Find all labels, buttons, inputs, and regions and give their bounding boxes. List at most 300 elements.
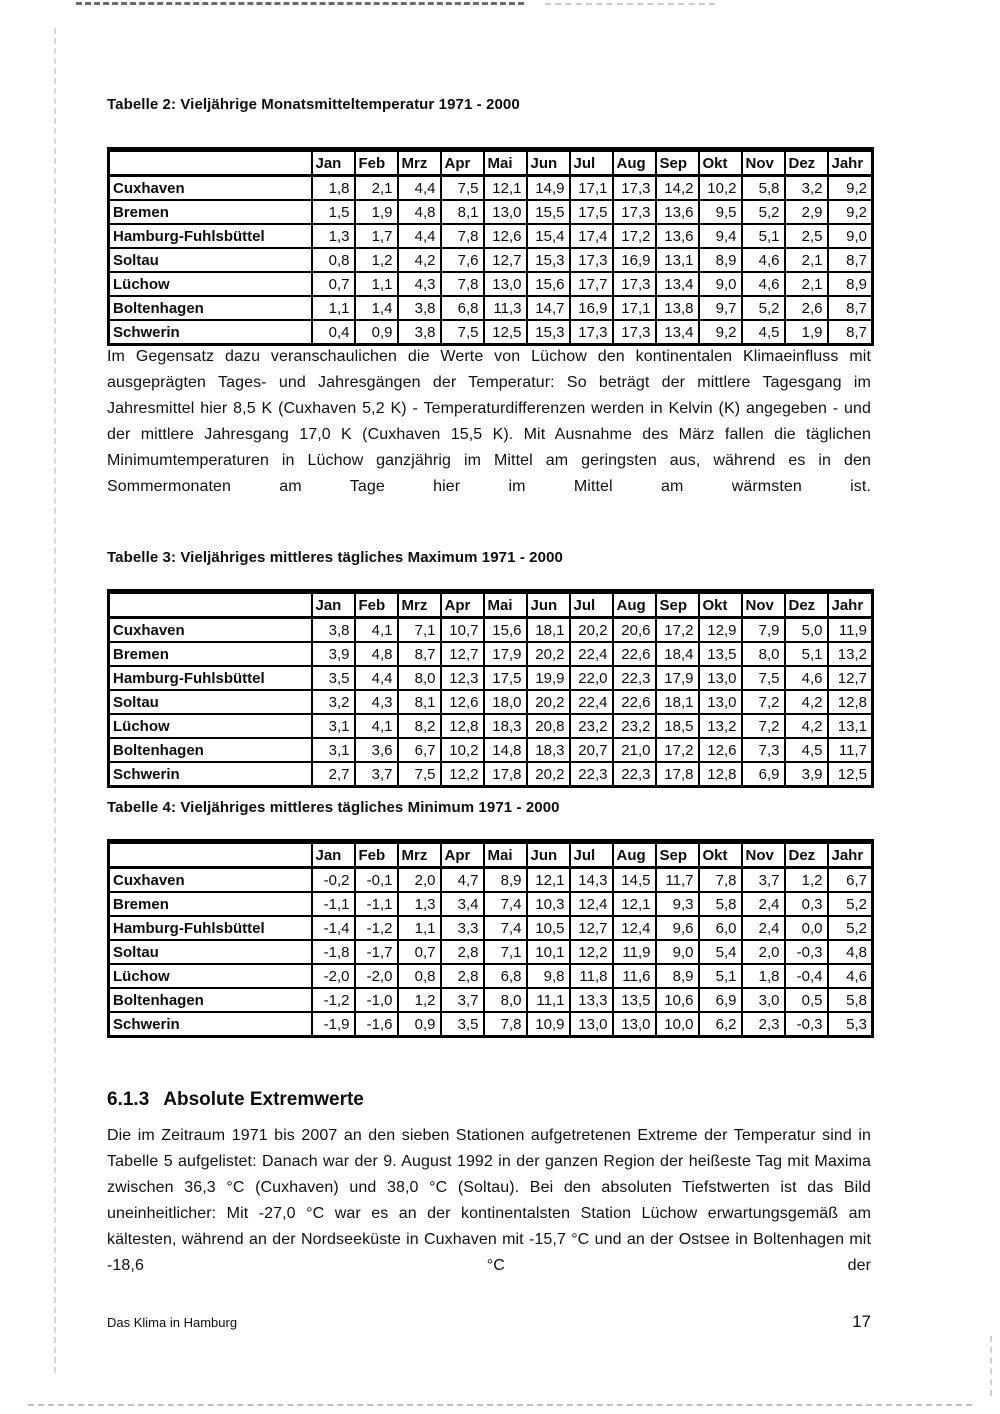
value-cell: 8,7	[828, 320, 873, 345]
header-cell-blank	[109, 592, 312, 618]
value-cell: 4,5	[785, 738, 828, 762]
value-cell: 8,0	[398, 666, 441, 690]
value-cell: -2,0	[312, 964, 355, 988]
value-cell: 4,7	[441, 868, 484, 893]
value-cell: 17,9	[656, 666, 699, 690]
station-name-cell: Hamburg-Fuhlsbüttel	[109, 916, 312, 940]
value-cell: 3,3	[441, 916, 484, 940]
value-cell: 17,3	[613, 176, 656, 201]
table-row	[109, 642, 873, 666]
header-cell-month: Dez	[785, 592, 828, 618]
value-cell: 11,9	[828, 618, 873, 643]
value-cell: 10,0	[656, 1012, 699, 1037]
header-cell-month: Mrz	[398, 150, 441, 176]
value-cell: 3,2	[312, 690, 355, 714]
value-cell: 10,3	[527, 892, 570, 916]
value-cell: 18,1	[656, 690, 699, 714]
value-cell: 0,3	[785, 892, 828, 916]
footer-document-title: Das Klima in Hamburg	[107, 1315, 238, 1330]
table-row	[109, 892, 873, 916]
value-cell: 7,4	[484, 892, 527, 916]
scan-artifact-right-mark	[990, 1336, 992, 1396]
value-cell: 9,7	[699, 296, 742, 320]
value-cell: 1,2	[398, 988, 441, 1012]
table-row	[109, 964, 873, 988]
header-cell-month: Jun	[527, 592, 570, 618]
value-cell: 10,5	[527, 916, 570, 940]
header-cell-month: Jul	[570, 150, 613, 176]
value-cell: 20,2	[527, 690, 570, 714]
station-name-cell: Soltau	[109, 248, 312, 272]
value-cell: 17,3	[613, 200, 656, 224]
value-cell: 7,4	[484, 916, 527, 940]
footer-page-number: 17	[852, 1312, 871, 1331]
value-cell: 17,1	[570, 176, 613, 201]
value-cell: 6,2	[699, 1012, 742, 1037]
value-cell: 7,1	[398, 618, 441, 643]
value-cell: 5,1	[699, 964, 742, 988]
value-cell: 13,0	[699, 690, 742, 714]
value-cell: 13,1	[656, 248, 699, 272]
value-cell: 7,8	[441, 224, 484, 248]
value-cell: 12,1	[484, 176, 527, 201]
value-cell: 7,1	[484, 940, 527, 964]
scan-artifact-top-line-2	[545, 3, 715, 5]
value-cell: 12,5	[484, 320, 527, 345]
value-cell: 5,2	[828, 892, 873, 916]
table-row	[109, 200, 873, 224]
value-cell: 7,2	[742, 690, 785, 714]
value-cell: 5,8	[828, 988, 873, 1012]
value-cell: 14,9	[527, 176, 570, 201]
table-row	[109, 224, 873, 248]
value-cell: 15,3	[527, 320, 570, 345]
value-cell: 1,9	[785, 320, 828, 345]
value-cell: 8,1	[398, 690, 441, 714]
table-row	[109, 176, 873, 201]
header-cell-month: Aug	[613, 842, 656, 868]
value-cell: 2,5	[785, 224, 828, 248]
header-cell-month: Jun	[527, 150, 570, 176]
table-row	[109, 248, 873, 272]
value-cell: 17,3	[570, 320, 613, 345]
value-cell: 4,1	[355, 618, 398, 643]
value-cell: 15,6	[527, 272, 570, 296]
value-cell: -1,9	[312, 1012, 355, 1037]
value-cell: 5,2	[742, 296, 785, 320]
station-name-cell: Lüchow	[109, 964, 312, 988]
value-cell: 3,8	[398, 296, 441, 320]
value-cell: 10,1	[527, 940, 570, 964]
value-cell: 8,9	[484, 868, 527, 893]
value-cell: -1,6	[355, 1012, 398, 1037]
value-cell: 11,9	[613, 940, 656, 964]
header-cell-month: Nov	[742, 150, 785, 176]
value-cell: 14,2	[656, 176, 699, 201]
value-cell: 5,2	[742, 200, 785, 224]
header-cell-month: Sep	[656, 842, 699, 868]
value-cell: 4,5	[742, 320, 785, 345]
value-cell: 22,3	[613, 666, 656, 690]
value-cell: 12,1	[527, 868, 570, 893]
value-cell: 17,2	[656, 738, 699, 762]
value-cell: 4,2	[785, 690, 828, 714]
value-cell: 0,9	[398, 1012, 441, 1037]
value-cell: 17,2	[613, 224, 656, 248]
value-cell: 13,0	[484, 200, 527, 224]
value-cell: 4,3	[398, 272, 441, 296]
value-cell: 7,5	[441, 320, 484, 345]
value-cell: -0,2	[312, 868, 355, 893]
value-cell: 7,5	[398, 762, 441, 787]
value-cell: -1,8	[312, 940, 355, 964]
value-cell: 12,7	[441, 642, 484, 666]
value-cell: 22,3	[613, 762, 656, 787]
value-cell: 18,3	[484, 714, 527, 738]
value-cell: 7,3	[742, 738, 785, 762]
value-cell: 5,0	[785, 618, 828, 643]
value-cell: 1,1	[312, 296, 355, 320]
value-cell: 17,7	[570, 272, 613, 296]
value-cell: 2,1	[785, 248, 828, 272]
station-name-cell: Hamburg-Fuhlsbüttel	[109, 666, 312, 690]
value-cell: 2,6	[785, 296, 828, 320]
value-cell: 12,6	[699, 738, 742, 762]
value-cell: 4,8	[398, 200, 441, 224]
value-cell: 9,3	[656, 892, 699, 916]
value-cell: 22,4	[570, 642, 613, 666]
value-cell: 1,8	[742, 964, 785, 988]
value-cell: 18,5	[656, 714, 699, 738]
value-cell: 13,4	[656, 320, 699, 345]
value-cell: 3,5	[312, 666, 355, 690]
table-row	[109, 296, 873, 320]
value-cell: 13,2	[699, 714, 742, 738]
value-cell: 8,2	[398, 714, 441, 738]
value-cell: 2,3	[742, 1012, 785, 1037]
value-cell: 11,3	[484, 296, 527, 320]
header-cell-month: Jahr	[828, 842, 873, 868]
header-cell-month: Feb	[355, 842, 398, 868]
value-cell: 1,2	[785, 868, 828, 893]
value-cell: 6,9	[699, 988, 742, 1012]
value-cell: -1,7	[355, 940, 398, 964]
value-cell: 22,6	[613, 690, 656, 714]
value-cell: 13,2	[828, 642, 873, 666]
value-cell: 7,8	[484, 1012, 527, 1037]
table-row	[109, 988, 873, 1012]
value-cell: 10,2	[699, 176, 742, 201]
value-cell: 8,9	[699, 248, 742, 272]
value-cell: 3,7	[742, 868, 785, 893]
value-cell: 12,3	[441, 666, 484, 690]
value-cell: 12,7	[828, 666, 873, 690]
section-title: Absolute Extremwerte	[163, 1089, 364, 1110]
station-name-cell: Cuxhaven	[109, 176, 312, 201]
value-cell: 0,4	[312, 320, 355, 345]
value-cell: 5,8	[742, 176, 785, 201]
value-cell: 1,1	[398, 916, 441, 940]
value-cell: 7,9	[742, 618, 785, 643]
value-cell: 20,2	[527, 762, 570, 787]
value-cell: 8,7	[398, 642, 441, 666]
station-name-cell: Bremen	[109, 200, 312, 224]
value-cell: 6,8	[441, 296, 484, 320]
station-name-cell: Schwerin	[109, 762, 312, 787]
value-cell: 2,1	[785, 272, 828, 296]
section-number: 6.1.3	[107, 1089, 150, 1110]
header-cell-month: Jan	[312, 150, 355, 176]
value-cell: 11,7	[656, 868, 699, 893]
value-cell: 0,7	[312, 272, 355, 296]
value-cell: 0,8	[398, 964, 441, 988]
header-cell-month: Okt	[699, 150, 742, 176]
value-cell: 3,1	[312, 714, 355, 738]
value-cell: 4,2	[398, 248, 441, 272]
station-name-cell: Hamburg-Fuhlsbüttel	[109, 224, 312, 248]
value-cell: 13,3	[570, 988, 613, 1012]
table-row	[109, 618, 873, 643]
value-cell: 17,4	[570, 224, 613, 248]
value-cell: 20,6	[613, 618, 656, 643]
value-cell: 13,0	[570, 1012, 613, 1037]
table-row	[109, 868, 873, 893]
value-cell: 1,5	[312, 200, 355, 224]
value-cell: 13,6	[656, 224, 699, 248]
value-cell: 12,6	[441, 690, 484, 714]
header-cell-month: Feb	[355, 150, 398, 176]
header-row	[109, 150, 873, 176]
value-cell: 9,8	[527, 964, 570, 988]
value-cell: 15,5	[527, 200, 570, 224]
value-cell: 8,1	[441, 200, 484, 224]
value-cell: 5,1	[785, 642, 828, 666]
value-cell: 22,4	[570, 690, 613, 714]
value-cell: 14,3	[570, 868, 613, 893]
value-cell: 2,7	[312, 762, 355, 787]
header-cell-month: Dez	[785, 842, 828, 868]
header-cell-month: Sep	[656, 592, 699, 618]
table-row	[109, 916, 873, 940]
value-cell: 12,4	[570, 892, 613, 916]
value-cell: 2,9	[785, 200, 828, 224]
header-cell-month: Mai	[484, 150, 527, 176]
value-cell: 9,2	[828, 200, 873, 224]
value-cell: 7,5	[441, 176, 484, 201]
value-cell: 3,4	[441, 892, 484, 916]
value-cell: 12,2	[570, 940, 613, 964]
value-cell: 8,0	[484, 988, 527, 1012]
station-name-cell: Lüchow	[109, 714, 312, 738]
value-cell: 11,6	[613, 964, 656, 988]
value-cell: 8,0	[742, 642, 785, 666]
table-row	[109, 690, 873, 714]
value-cell: 12,5	[828, 762, 873, 787]
station-name-cell: Soltau	[109, 940, 312, 964]
station-name-cell: Cuxhaven	[109, 618, 312, 643]
station-name-cell: Lüchow	[109, 272, 312, 296]
value-cell: 2,8	[441, 940, 484, 964]
value-cell: 11,1	[527, 988, 570, 1012]
value-cell: 3,6	[355, 738, 398, 762]
value-cell: 2,4	[742, 916, 785, 940]
station-name-cell: Schwerin	[109, 1012, 312, 1037]
header-cell-month: Jul	[570, 592, 613, 618]
station-name-cell: Bremen	[109, 892, 312, 916]
header-cell-month: Sep	[656, 150, 699, 176]
table-row	[109, 762, 873, 787]
value-cell: 9,2	[828, 176, 873, 201]
header-cell-month: Nov	[742, 842, 785, 868]
value-cell: 23,2	[570, 714, 613, 738]
value-cell: 4,6	[828, 964, 873, 988]
station-name-cell: Soltau	[109, 690, 312, 714]
value-cell: -1,2	[355, 916, 398, 940]
header-cell-month: Aug	[613, 150, 656, 176]
table-row	[109, 666, 873, 690]
value-cell: 0,0	[785, 916, 828, 940]
value-cell: 7,2	[742, 714, 785, 738]
value-cell: 1,9	[355, 200, 398, 224]
header-cell-month: Apr	[441, 842, 484, 868]
paragraph-luechow-klimaeinfluss: Im Gegensatz dazu veranschaulichen die Werte von Lüchow den kontinentalen Klimaeinfluss mit ausgeprägten Tages- und Jahresgängen der Temperatur: So beträgt der mittlere Tagesgang im Jahresmittel hier 8,5 K (Cuxhaven 5,2 K) - Temperaturdifferenzen werden in Kelvin (K) angegeben - und der mittlere Jahresgang 17,0 K (Cuxhaven 15,5 K). Mit Ausnahme des März fallen die täglichen Minimumtemperaturen in Lüchow ganzjährig im Mittel am geringsten aus, während es in den Sommermonaten am Tage hier im Mittel am wärmsten ist.	[107, 348, 871, 495]
value-cell: 13,4	[656, 272, 699, 296]
value-cell: 7,8	[441, 272, 484, 296]
station-name-cell: Boltenhagen	[109, 296, 312, 320]
value-cell: -1,1	[355, 892, 398, 916]
value-cell: 2,1	[355, 176, 398, 201]
value-cell: 13,1	[828, 714, 873, 738]
value-cell: 4,6	[785, 666, 828, 690]
value-cell: 20,8	[527, 714, 570, 738]
value-cell: 15,3	[527, 248, 570, 272]
header-cell-month: Mai	[484, 592, 527, 618]
value-cell: 4,4	[355, 666, 398, 690]
value-cell: 22,0	[570, 666, 613, 690]
header-cell-blank	[109, 150, 312, 176]
scan-artifact-bottom-line	[28, 1404, 972, 1406]
value-cell: 13,0	[613, 1012, 656, 1037]
value-cell: 9,2	[699, 320, 742, 345]
table2-monatsmitteltemperatur	[107, 147, 874, 346]
value-cell: 4,6	[742, 272, 785, 296]
value-cell: 20,2	[527, 642, 570, 666]
value-cell: -0,3	[785, 940, 828, 964]
value-cell: 15,4	[527, 224, 570, 248]
value-cell: 9,0	[828, 224, 873, 248]
value-cell: 14,8	[484, 738, 527, 762]
value-cell: 2,8	[441, 964, 484, 988]
value-cell: 17,1	[613, 296, 656, 320]
value-cell: 1,2	[355, 248, 398, 272]
value-cell: 12,8	[699, 762, 742, 787]
value-cell: 3,9	[312, 642, 355, 666]
value-cell: 12,8	[828, 690, 873, 714]
scan-artifact-left-line	[54, 28, 56, 1373]
table-row	[109, 1012, 873, 1037]
value-cell: 13,8	[656, 296, 699, 320]
value-cell: 9,5	[699, 200, 742, 224]
header-cell-month: Jan	[312, 842, 355, 868]
value-cell: 4,4	[398, 176, 441, 201]
value-cell: 18,3	[527, 738, 570, 762]
header-cell-month: Jan	[312, 592, 355, 618]
value-cell: 6,7	[398, 738, 441, 762]
value-cell: 14,5	[613, 868, 656, 893]
value-cell: 3,7	[441, 988, 484, 1012]
value-cell: 4,6	[742, 248, 785, 272]
value-cell: 0,7	[398, 940, 441, 964]
value-cell: 17,5	[570, 200, 613, 224]
header-cell-month: Apr	[441, 592, 484, 618]
value-cell: 4,8	[355, 642, 398, 666]
table3-taegliches-maximum	[107, 589, 874, 788]
value-cell: 12,7	[484, 248, 527, 272]
value-cell: 5,4	[699, 940, 742, 964]
value-cell: 16,9	[613, 248, 656, 272]
value-cell: -1,4	[312, 916, 355, 940]
station-name-cell: Boltenhagen	[109, 738, 312, 762]
value-cell: 13,0	[699, 666, 742, 690]
header-row	[109, 842, 873, 868]
table4-title: Tabelle 4: Vieljähriges mittleres tägliches Minimum 1971 - 2000	[107, 799, 560, 816]
header-cell-month: Mrz	[398, 842, 441, 868]
value-cell: 13,0	[484, 272, 527, 296]
station-name-cell: Schwerin	[109, 320, 312, 345]
value-cell: 12,9	[699, 618, 742, 643]
value-cell: 8,7	[828, 296, 873, 320]
value-cell: 4,4	[398, 224, 441, 248]
value-cell: 3,5	[441, 1012, 484, 1037]
header-cell-month: Mrz	[398, 592, 441, 618]
value-cell: 12,2	[441, 762, 484, 787]
value-cell: -0,3	[785, 1012, 828, 1037]
station-name-cell: Cuxhaven	[109, 868, 312, 893]
value-cell: 12,7	[570, 916, 613, 940]
value-cell: 3,8	[312, 618, 355, 643]
value-cell: 2,0	[398, 868, 441, 893]
value-cell: 6,9	[742, 762, 785, 787]
value-cell: 12,6	[484, 224, 527, 248]
value-cell: 5,3	[828, 1012, 873, 1037]
value-cell: 13,6	[656, 200, 699, 224]
value-cell: 1,3	[398, 892, 441, 916]
value-cell: 2,4	[742, 892, 785, 916]
value-cell: 10,9	[527, 1012, 570, 1037]
scan-artifact-top-line	[76, 2, 524, 5]
value-cell: 18,0	[484, 690, 527, 714]
value-cell: 15,6	[484, 618, 527, 643]
value-cell: 5,2	[828, 916, 873, 940]
value-cell: 7,6	[441, 248, 484, 272]
value-cell: 17,8	[656, 762, 699, 787]
value-cell: 0,8	[312, 248, 355, 272]
value-cell: 6,7	[828, 868, 873, 893]
value-cell: 0,9	[355, 320, 398, 345]
value-cell: 3,8	[398, 320, 441, 345]
value-cell: 3,7	[355, 762, 398, 787]
value-cell: 10,2	[441, 738, 484, 762]
value-cell: 18,4	[656, 642, 699, 666]
station-name-cell: Boltenhagen	[109, 988, 312, 1012]
value-cell: 3,9	[785, 762, 828, 787]
paragraph-absolute-extremwerte: Die im Zeitraum 1971 bis 2007 an den sieben Stationen aufgetretenen Extreme der Temperatur sind in Tabelle 5 aufgelistet: Danach war der 9. August 1992 in der ganzen Region der heißeste Tag mit Maxima zwischen 36,3 °C (Cuxhaven) und 38,0 °C (Soltau). Bei den absoluten Tiefstwerten ist das Bild uneinheitlicher: Mit -27,0 °C war es an der kontinentalsten Station Lüchow erwartungsgemäß am kältesten, während an der Nordseeküste in Cuxhaven mit -15,7 °C und an der Ostsee in Boltenhagen mit -18,6 °C der	[107, 1127, 871, 1274]
value-cell: 16,9	[570, 296, 613, 320]
table2-title: Tabelle 2: Vieljährige Monatsmitteltemperatur 1971 - 2000	[107, 96, 520, 113]
value-cell: 19,9	[527, 666, 570, 690]
value-cell: 3,0	[742, 988, 785, 1012]
header-cell-month: Apr	[441, 150, 484, 176]
